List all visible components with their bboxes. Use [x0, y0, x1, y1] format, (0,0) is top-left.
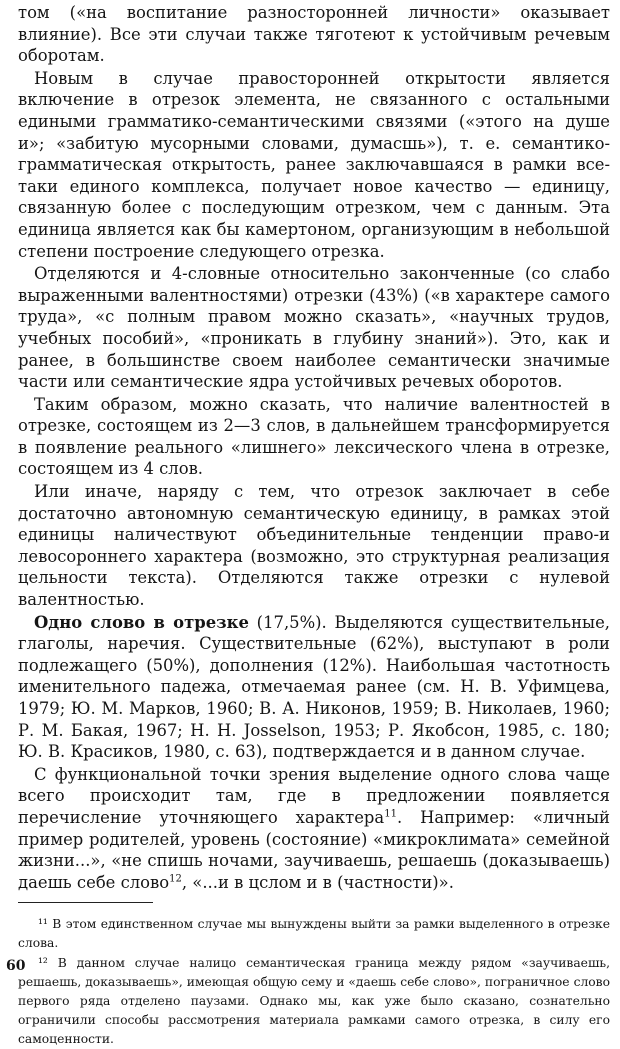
- page-number: 60: [6, 958, 26, 974]
- footnote-ref: 12: [169, 873, 182, 885]
- footnote: ¹² В данном случае налицо семантическая граница между рядом «заучиваешь, решаешь, доказываешь», имеющая общую сему и «даешь себе слово», пограничное слово первого ряда отделено паузами. Однако мы, как уже было сказано, сознательно ограничили способы рассмотрения материала рамками самого отрезка, в силу его самоценности.: [18, 956, 610, 1047]
- paragraph: Отделяются и 4-словные относительно законченные (со слабо выраженными валентностями) отрезки (43%) («в характере самого труда», «с полным правом можно сказать», «научных трудов, учебных пособий», «проникать в глубину знаний»). Это, как и ранее, в большинстве своем наиболее семантически значимые части или семантические ядра устойчивых речевых оборотов.: [18, 264, 610, 392]
- footnotes: [18, 915, 610, 1049]
- footnote-ref: 11: [384, 808, 397, 820]
- paragraph-text: (17,5%). Выделяются существительные, глаголы, наречия. Существительные (62%), выступают в роли подлежащего (50%), дополнения (12%). Наибольшая частотность именительного падежа, отмечаемая ранее (см. Н. В. Уфимцева, 1979; Ю. М. Марков, 1960; В. А. Никонов, 1959; В. Николаев, 1960; Р. М. Бакая, 1967; Н. Н. Josselson, 1953; Р. Якобсон, 1985, с. 180; Ю. В. Красиков, 1980, с. 63), подтверждается и в данном случае.: [18, 612, 610, 762]
- footnote: ¹¹ В этом единственном случае мы вынуждены выйти за рамки выделенного в отрезке слова.: [18, 917, 610, 951]
- paragraph: Или иначе, наряду с тем, что отрезок заключает в себе достаточно автономную семантическую единицу, в рамках этой единицы наличествуют объединительные тенденции право-и левосороннего характера (возможно, это структурная реализация цельности текста). Отделяются также отрезки с нулевой валентностью.: [18, 482, 610, 610]
- paragraph-text: , «...и в цслом и в (частности)».: [181, 872, 454, 892]
- footnote-divider: [18, 902, 153, 903]
- paragraph-continuation: том («на воспитание разносторонней личности» оказывает влияние). Все эти случаи также тяготеют к устойчивым речевым оборотам.: [18, 3, 610, 66]
- paragraph: [18, 764, 610, 894]
- paragraph: Таким образом, можно сказать, что наличие валентностей в отрезке, состоящем из 2—3 слов, в дальнейшем трансформируется в появление реального «лишнего» лексического члена в отрезке, состоящем из 4 слов.: [18, 394, 610, 479]
- paragraph: [18, 612, 610, 763]
- section-heading: Одно слово в отрезке: [34, 612, 249, 632]
- paragraph: Новым в случае правосторонней открытости является включение в отрезок элемента, не связанного с остальными едиными грамматико-семантическими связями («этого на душе и»; «забитую мусорными словами, думасшь»), т. е. семантико-грамматическая открытость, ранее заключавшаяся в рамки все-таки единого комплекса, получает новое качество — единицу, связанную более с последующим отрезком, чем с данным. Эта единица является как бы камертоном, организующим в небольшой степени построение следующего отрезка.: [18, 68, 610, 261]
- paragraph-text: С функциональной точки зрения выделение одного слова чаще всего происходит там, где в предложении появляется перечисление уточняющего характера: [18, 764, 610, 827]
- main-text: [18, 2, 610, 893]
- paragraph-text: . Например: «личный пример родителей, уровень (состояние) «микроклимата» семейной жизни...», «не спишь ночами, заучиваешь, решаешь (доказываешь) даешь себе слово: [18, 807, 610, 892]
